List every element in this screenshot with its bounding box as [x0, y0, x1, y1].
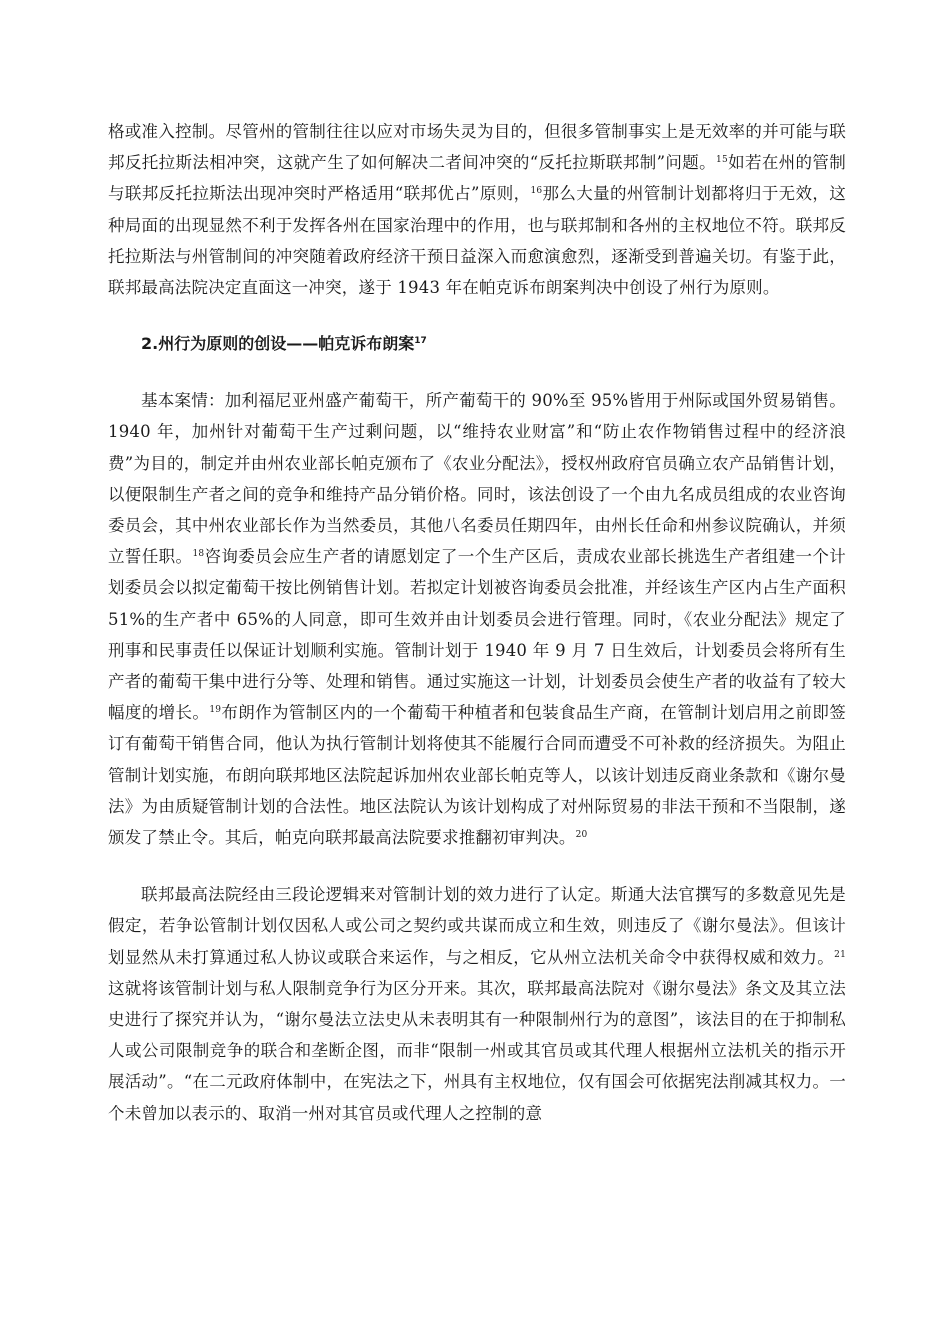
paragraph-spacer: [108, 303, 846, 329]
paragraph-3-text-a: 联邦最高法院经由三段论逻辑来对管制计划的效力进行了认定。斯通大法官撰写的多数意见先是假定，若争讼管制计划仅因私人或公司之契约或共谋而成立和生效，则违反了《谢尔曼法》。但该计划显然从未打算通过私人协议或联合来运作，与之相反，它从州立法机关命令中获得权威和效力。: [108, 885, 846, 967]
footnote-ref-18[interactable]: 18: [192, 549, 205, 560]
paragraph-2-text-c: 布朗作为管制区内的一个葡萄干种植者和包装食品生产商，在管制计划启用之前即签订有葡萄干销售合同，他认为执行管制计划将使其不能履行合同而遭受不可补救的经济损失。为阻止管制计划实施，布朗向联邦地区法院起诉加州农业部长帕克等人，以该计划违反商业条款和《谢尔曼法》为由质疑管制计划的合法性。地区法院认为该计划构成了对州际贸易的非法干预和不当限制，遂颁发了禁止令。其后，帕克向联邦最高法院要求推翻初审判决。: [108, 703, 846, 848]
section-heading-text: 2.州行为原则的创设——帕克诉布朗案: [141, 334, 415, 354]
paragraph-1-text-b: 如若在州的管制与联邦反托拉斯法出现冲突时严格适用“联邦优占”原则，: [108, 153, 846, 204]
footnote-ref-16[interactable]: 16: [530, 186, 543, 197]
footnote-ref-17[interactable]: 17: [414, 336, 427, 347]
paragraph-3-text-b: 这就将该管制计划与私人限制竞争行为区分开来。其次，联邦最高法院对《谢尔曼法》条文及其立法史进行了探究并认为，“谢尔曼法立法史从未表明其有一种限制州行为的意图”，该法目的在于抑制私人或公司限制竞争的联合和垄断企图，而非“限制一州或其官员或其代理人根据州立法机关的指示开展活动”。“在二元政府体制中，在宪法之下，州具有主权地位，仅有国会可依据宪法削减其权力。一个未曾加以表示的、取消一州对其官员或代理人之控制的意: [108, 978, 846, 1123]
footnote-ref-15[interactable]: 15: [716, 155, 728, 166]
paragraph-1: [108, 116, 846, 303]
paragraph-2-text-a: 基本案情：加利福尼亚州盛产葡萄干，所产葡萄干的 90%至 95%皆用于州际或国外贸易销售。1940 年，加州针对葡萄干生产过剩问题，以“维持农业财富”和“防止农作物销售过程中的经济浪费”为目的，制定并由州农业部长帕克颁布了《农业分配法》，授权州政府官员确立农产品销售计划，以便限制生产者之间的竞争和维持产品分销价格。同时，该法创设了一个由九名成员组成的农业咨询委员会，其中州农业部长作为当然委员，其他八名委员任期四年，由州长任命和州参议院确认，并须立誓任职。: [108, 391, 846, 567]
paragraph-3: [108, 879, 846, 1129]
document-page: [108, 116, 846, 1129]
section-heading: [108, 329, 846, 359]
paragraph-1-text-c: 那么大量的州管制计划都将归于无效，这种局面的出现显然不利于发挥各州在国家治理中的作用，也与联邦制和各州的主权地位不符。联邦反托拉斯法与州管制间的冲突随着政府经济干预日益深入而愈演愈烈，逐渐受到普遍关切。有鉴于此，联邦最高法院决定直面这一冲突，遂于 1943 年在帕克诉布朗案判决中创设了州行为原则。: [108, 184, 846, 298]
paragraph-2-text-b: 咨询委员会应生产者的请愿划定了一个生产区后，责成农业部长挑选生产者组建一个计划委员会以拟定葡萄干按比例销售计划。若拟定计划被咨询委员会批准，并经该生产区内占生产面积 51%的生产者中 65%的人同意，即可生效并由计划委员会进行管理。同时，《农业分配法》规定了刑事和民事责任以保证计划顺利实施。管制计划于 1940 年 9 月 7 日生效后，计划委员会将所有生产者的葡萄干集中进行分等、处理和销售。通过实施这一计划，计划委员会使生产者的收益有了较大幅度的增长。: [108, 547, 846, 723]
paragraph-spacer: [108, 359, 846, 385]
footnote-ref-19[interactable]: 19: [209, 705, 222, 716]
paragraph-2: [108, 385, 846, 853]
paragraph-spacer: [108, 853, 846, 879]
paragraph-1-text-a: 格或准入控制。尽管州的管制往往以应对市场失灵为目的，但很多管制事实上是无效率的并可能与联邦反托拉斯法相冲突，这就产生了如何解决二者间冲突的“反托拉斯联邦制”问题。: [108, 122, 846, 173]
footnote-ref-21[interactable]: 21: [834, 949, 846, 960]
footnote-ref-20[interactable]: 20: [575, 830, 588, 841]
